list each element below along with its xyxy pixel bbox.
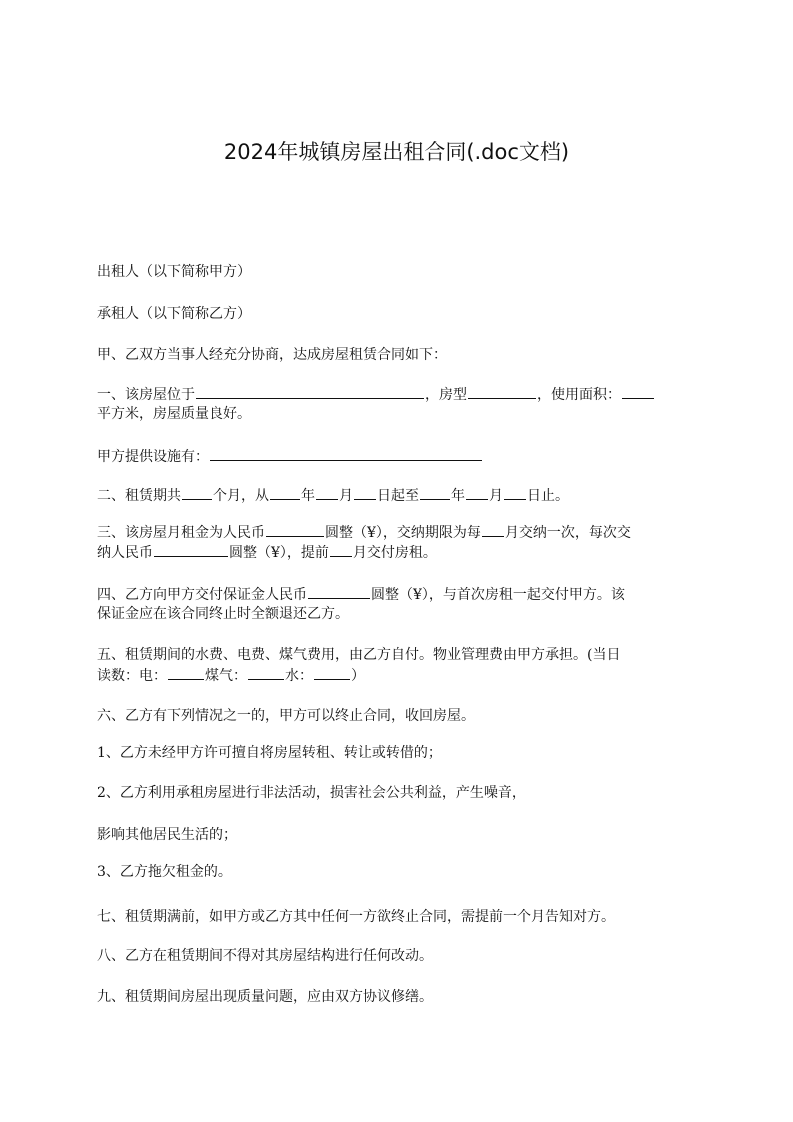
end-day-blank[interactable] [504, 485, 526, 500]
clause-6: 六、乙方有下列情况之一的，甲方可以终止合同，收回房屋。 [97, 708, 475, 724]
clause-1 [97, 384, 697, 405]
intro-line: 甲、乙双方当事人经充分协商，达成房屋租赁合同如下： [97, 347, 447, 363]
clause-2-p1: 个月，从 [213, 488, 269, 504]
clause-2-prefix: 二、租赁期共 [97, 488, 181, 504]
clause-2-month: 月 [339, 488, 353, 504]
facilities-line [97, 446, 697, 467]
clause-1-mid1: ，房型 [425, 387, 467, 403]
room-type-blank[interactable] [468, 384, 536, 399]
document-title: 2024年城镇房屋出租合同(.doc文档) [223, 140, 570, 164]
clause-5-l2-water: 水： [285, 668, 313, 684]
clause-8: 八、乙方在租赁期间不得对其房屋结构进行任何改动。 [97, 948, 433, 964]
facilities-blank[interactable] [210, 446, 482, 461]
start-month-blank[interactable] [316, 485, 338, 500]
clause-9: 九、租赁期间房屋出现质量问题，应由双方协议修缮。 [97, 989, 433, 1005]
clause-1-line2: 平方米，房屋质量良好。 [97, 406, 251, 422]
clause-2 [97, 485, 697, 506]
lessor-line: 出租人（以下简称甲方） [97, 264, 251, 280]
clause-4-prefix: 四、乙方向甲方交付保证金人民币 [97, 587, 307, 603]
clause-2-year2: 年 [451, 488, 465, 504]
clause-5-line2 [97, 665, 697, 686]
clause-5-line1: 五、租赁期间的水费、电费、煤气费用，由乙方自付。物业管理费由甲方承担。(当日 [97, 647, 621, 663]
clause-6-item-1: 1、乙方未经甲方许可擅自将房屋转租、转让或转借的； [97, 745, 442, 761]
clause-2-month2: 月 [489, 488, 503, 504]
area-blank[interactable] [622, 384, 654, 399]
clause-2-end: 日止。 [527, 488, 569, 504]
advance-months-blank[interactable] [330, 542, 352, 557]
clause-2-year: 年 [301, 488, 315, 504]
deposit-amount-blank[interactable] [308, 584, 370, 599]
end-month-blank[interactable] [466, 485, 488, 500]
clause-3 [97, 522, 697, 543]
rent-amount-blank[interactable] [266, 522, 324, 537]
clause-3-p1: 圆整（¥），交纳期限为每 [325, 525, 481, 541]
clause-3-prefix: 三、该房屋月租金为人民币 [97, 525, 265, 541]
clause-5-l2-end: ） [351, 668, 365, 684]
clause-6-item-3: 3、乙方拖欠租金的。 [97, 864, 232, 880]
clause-4 [97, 584, 697, 605]
end-year-blank[interactable] [420, 485, 450, 500]
clause-6-item-2-cont: 影响其他居民生活的； [97, 827, 237, 843]
location-blank[interactable] [196, 384, 424, 399]
clause-6-item-2: 2、乙方利用承租房屋进行非法活动，损害社会公共利益，产生噪音， [97, 785, 526, 801]
clause-2-from-day: 日起至 [377, 488, 419, 504]
clause-3-l2-p1: 圆整（¥），提前 [229, 545, 329, 561]
facilities-prefix: 甲方提供设施有： [97, 449, 209, 465]
clause-1-prefix: 一、该房屋位于 [97, 387, 195, 403]
clause-5-l2-gas: 煤气： [205, 668, 247, 684]
lessee-line: 承租人（以下简称乙方） [97, 306, 251, 322]
clause-5-l2-prefix: 读数：电： [97, 668, 167, 684]
start-year-blank[interactable] [270, 485, 300, 500]
clause-4-p1: 圆整（¥），与首次房租一起交付甲方。该 [371, 587, 625, 603]
clause-3-l2-prefix: 纳人民币 [97, 545, 153, 561]
payment-amount-blank[interactable] [154, 542, 228, 557]
gas-reading-blank[interactable] [248, 665, 284, 680]
water-reading-blank[interactable] [314, 665, 350, 680]
clause-3-l2-end: 月交付房租。 [352, 545, 437, 561]
clause-3-p2: 月交纳一次，每次交 [504, 525, 631, 541]
clause-7: 七、租赁期满前，如甲方或乙方其中任何一方欲终止合同，需提前一个月告知对方。 [97, 909, 615, 925]
clause-1-mid2: ，使用面积： [537, 387, 621, 403]
payment-period-blank[interactable] [482, 522, 504, 537]
start-day-blank[interactable] [354, 485, 376, 500]
clause-3-line2 [97, 542, 697, 563]
months-blank[interactable] [182, 485, 212, 500]
clause-4-line2: 保证金应在该合同终止时全额退还乙方。 [97, 606, 349, 622]
electricity-reading-blank[interactable] [168, 665, 204, 680]
